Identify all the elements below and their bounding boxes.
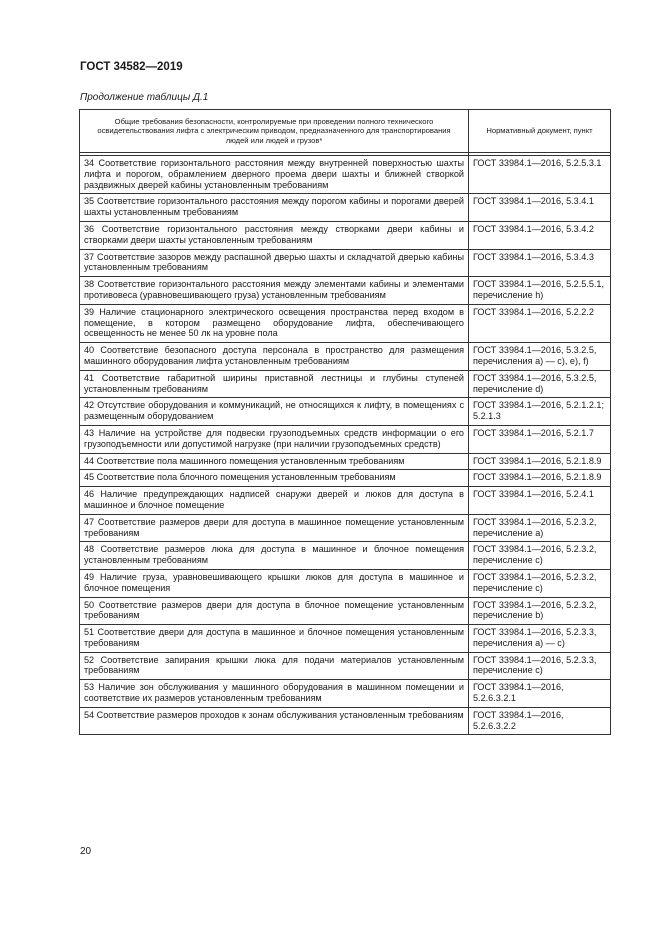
requirement-cell: 47 Соответствие размеров двери для доступа в машинное помещение установленным требованиям	[80, 514, 469, 542]
table-row	[80, 625, 611, 653]
table-header-row	[80, 110, 611, 153]
normative-reference-cell: ГОСТ 33984.1—2016, 5.2.1.7	[469, 425, 611, 453]
requirements-table	[79, 109, 611, 735]
table-row	[80, 487, 611, 515]
normative-reference-cell: ГОСТ 33984.1—2016, 5.2.3.2, перечисление с)	[469, 542, 611, 570]
normative-reference-cell: ГОСТ 33984.1—2016, 5.2.1.2.1; 5.2.1.3	[469, 398, 611, 426]
normative-reference-cell: ГОСТ 33984.1—2016, 5.2.5.3.1	[469, 156, 611, 194]
table-row	[80, 569, 611, 597]
table-row	[80, 453, 611, 470]
normative-reference-cell: ГОСТ 33984.1—2016, 5.2.3.3, перечисление с)	[469, 652, 611, 680]
normative-reference-cell: ГОСТ 33984.1—2016, 5.2.3.2, перечисление b)	[469, 597, 611, 625]
normative-reference-cell: ГОСТ 33984.1—2016, 5.3.2.5, перечисления а) — с), е), f)	[469, 343, 611, 371]
requirement-cell: 40 Соответствие безопасного доступа персонала в пространство для размещения машинного оборудования лифта установленным требованиям	[80, 343, 469, 371]
normative-reference-cell: ГОСТ 33984.1—2016, 5.2.6.3.2.1	[469, 680, 611, 708]
requirement-cell: 53 Наличие зон обслуживания у машинного оборудования в машинном помещении и соответствие их размеров установленным требованиям	[80, 680, 469, 708]
requirement-cell: 49 Наличие груза, уравновешивающего крышки люков для доступа в машинное и блочное помещения	[80, 569, 469, 597]
header-normative-document: Нормативный документ, пункт	[469, 110, 611, 153]
normative-reference-cell: ГОСТ 33984.1—2016, 5.2.3.3, перечисления а) — с)	[469, 625, 611, 653]
requirement-cell: 36 Соответствие горизонтального расстояния между створками двери кабины и створками двери шахты установленным требованиям	[80, 221, 469, 249]
requirement-cell: 42 Отсутствие оборудования и коммуникаций, не относящихся к лифту, в помещениях с размещенным оборудованием	[80, 398, 469, 426]
normative-reference-cell: ГОСТ 33984.1—2016, 5.3.2.5, перечисление d)	[469, 370, 611, 398]
table-row	[80, 597, 611, 625]
requirement-cell: 41 Соответствие габаритной ширины приставной лестницы и глубины ступеней установленным требованиям	[80, 370, 469, 398]
table-row	[80, 221, 611, 249]
normative-reference-cell: ГОСТ 33984.1—2016, 5.3.4.1	[469, 194, 611, 222]
table-row	[80, 680, 611, 708]
page-number: 20	[80, 846, 92, 857]
requirement-cell: 37 Соответствие зазоров между распашной дверью шахты и складчатой дверью кабины установленным требованиям	[80, 249, 469, 277]
normative-reference-cell: ГОСТ 33984.1—2016, 5.3.4.2	[469, 221, 611, 249]
table-row	[80, 249, 611, 277]
requirement-cell: 50 Соответствие размеров двери для доступа в блочное помещение установленным требованиям	[80, 597, 469, 625]
requirement-cell: 52 Соответствие запирания крышки люка для подачи материалов установленным требованиям	[80, 652, 469, 680]
normative-reference-cell: ГОСТ 33984.1—2016, 5.2.1.8.9	[469, 453, 611, 470]
header-requirements: Общие требования безопасности, контролируемые при проведении полного технического освидетельствования лифта с электрическим приводом, предназначенного для транспортирования людей или людей и грузов*	[80, 110, 469, 153]
requirement-cell: 38 Соответствие горизонтального расстояния между элементами кабины и элементами противовеса (уравновешивающего груза) установленным требованиям	[80, 277, 469, 305]
requirement-cell: 35 Соответствие горизонтального расстояния между порогом кабины и порогами дверей шахты установленным требованиям	[80, 194, 469, 222]
requirement-cell: 43 Наличие на устройстве для подвески грузоподъемных средств информации о его грузоподъемности или допустимой нагрузке (при наличии грузоподъемных средств)	[80, 425, 469, 453]
table-row	[80, 277, 611, 305]
requirement-cell: 45 Соответствие пола блочного помещения установленным требованиям	[80, 470, 469, 487]
table-row	[80, 156, 611, 194]
table-row	[80, 343, 611, 371]
requirement-cell: 54 Соответствие размеров проходов к зонам обслуживания установленным требованиям	[80, 707, 469, 735]
normative-reference-cell: ГОСТ 33984.1—2016, 5.2.5.5.1, перечисление h)	[469, 277, 611, 305]
table-row	[80, 194, 611, 222]
document-id: ГОСТ 34582—2019	[80, 61, 183, 73]
table-row	[80, 542, 611, 570]
table-row	[80, 398, 611, 426]
table-row	[80, 707, 611, 735]
table-row	[80, 425, 611, 453]
normative-reference-cell: ГОСТ 33984.1—2016, 5.2.3.2, перечисление с)	[469, 569, 611, 597]
normative-reference-cell: ГОСТ 33984.1—2016, 5.2.3.2, перечисление а)	[469, 514, 611, 542]
normative-reference-cell: ГОСТ 33984.1—2016, 5.2.2.2	[469, 304, 611, 342]
requirement-cell: 48 Соответствие размеров люка для доступа в машинное и блочное помещения установленным требованиям	[80, 542, 469, 570]
normative-reference-cell: ГОСТ 33984.1—2016, 5.2.4.1	[469, 487, 611, 515]
normative-reference-cell: ГОСТ 33984.1—2016, 5.2.1.8.9	[469, 470, 611, 487]
table-row	[80, 514, 611, 542]
requirement-cell: 39 Наличие стационарного электрического освещения пространства перед входом в помещение, в котором размещено оборудование лифта, обеспечивающего освещенность не менее 50 лк на уровне пола	[80, 304, 469, 342]
requirement-cell: 46 Наличие предупреждающих надписей снаружи дверей и люков для доступа в машинное и блочное помещение	[80, 487, 469, 515]
table-row	[80, 370, 611, 398]
normative-reference-cell: ГОСТ 33984.1—2016, 5.2.6.3.2.2	[469, 707, 611, 735]
table-row	[80, 470, 611, 487]
requirement-cell: 34 Соответствие горизонтального расстояния между внутренней поверхностью шахты лифта и порогом, обрамлением дверного проема двери шахты и ближней створкой раздвижных дверей кабины установленным требованиям	[80, 156, 469, 194]
table-row	[80, 652, 611, 680]
table-row	[80, 304, 611, 342]
normative-reference-cell: ГОСТ 33984.1—2016, 5.3.4.3	[469, 249, 611, 277]
requirement-cell: 51 Соответствие двери для доступа в машинное и блочное помещения установленным требованиям	[80, 625, 469, 653]
requirement-cell: 44 Соответствие пола машинного помещения установленным требованиям	[80, 453, 469, 470]
table-continuation-caption: Продолжение таблицы Д.1	[80, 92, 209, 103]
